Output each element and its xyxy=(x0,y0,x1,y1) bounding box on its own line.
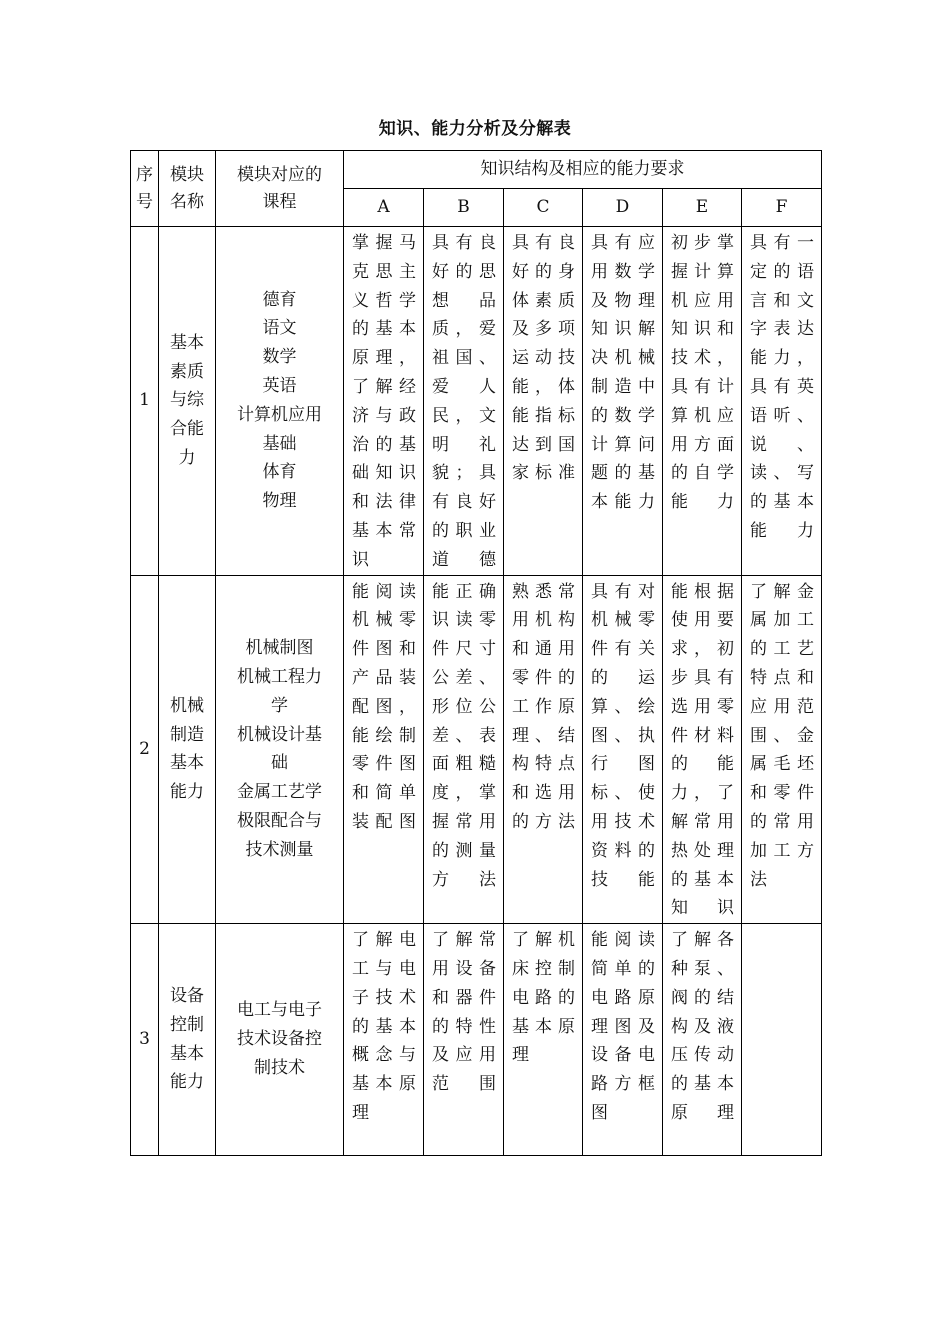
requirement-cell-f xyxy=(742,924,822,1156)
page-title: 知识、能力分析及分解表 xyxy=(378,119,572,139)
course-item: 物理 xyxy=(262,491,297,512)
row-courses xyxy=(216,924,344,1156)
requirement-cell-d: 具有对机械零件有关的运算、绘图、执行图标、使用技术资料的技能 xyxy=(583,575,663,924)
course-item: 机械工程力学 xyxy=(237,666,322,716)
column-header-b: B xyxy=(424,189,504,227)
course-item: 语文 xyxy=(262,318,297,339)
course-item: 基础 xyxy=(262,433,297,454)
course-item: 电工与电子技术设备控制技术 xyxy=(237,1000,322,1079)
table-row xyxy=(131,924,822,1156)
header-requirements: 知识结构及相应的能力要求 xyxy=(344,151,822,189)
requirement-cell-e: 能根据使用要求，初步具有选用零件材料的能力，了解常用热处理的基本知识 xyxy=(663,575,742,924)
row-module-name: 基本素质与综合能力 xyxy=(159,227,216,576)
row-seq: 1 xyxy=(131,227,159,576)
requirement-cell-f: 具有一定的语言和文字表达能力，具有英语听、说、读、写的基本能力 xyxy=(742,227,822,576)
row-seq: 3 xyxy=(131,924,159,1156)
header-module-name: 模块名称 xyxy=(159,151,216,227)
requirement-cell-a: 掌握马克思主义哲学的基本原理，了解经济与政治的基础知识和法律基本常识 xyxy=(344,227,424,576)
course-item: 德育 xyxy=(262,289,297,310)
row-courses xyxy=(216,227,344,576)
requirement-cell-a: 了解电工与电子技术的基本概念与基本原理 xyxy=(344,924,424,1156)
row-module-name: 机械制造基本能力 xyxy=(159,575,216,924)
course-item: 极限配合与技术测量 xyxy=(237,810,322,860)
header-courses: 模块对应的课程 xyxy=(216,151,344,227)
header-seq: 序号 xyxy=(131,151,159,227)
column-header-c: C xyxy=(504,189,583,227)
row-module-name: 设备控制基本能力 xyxy=(159,924,216,1156)
course-item: 机械制图 xyxy=(245,638,314,659)
requirement-cell-b: 了解常用设备和器件的特性及应用范围 xyxy=(424,924,504,1156)
requirement-cell-c: 了解机床控制电路的基本原理 xyxy=(504,924,583,1156)
course-item: 计算机应用 xyxy=(237,404,322,425)
requirement-cell-b: 能正确识读零件尺寸公差、形位公差、表面粗糙度，掌握常用的测量方法 xyxy=(424,575,504,924)
column-header-f: F xyxy=(742,189,822,227)
course-item: 机械设计基础 xyxy=(237,724,322,774)
course-item: 体育 xyxy=(262,462,297,483)
course-item: 英语 xyxy=(262,375,297,396)
requirement-cell-f: 了解金属加工的工艺特点和应用范围、金属毛坯和零件的常用加工方法 xyxy=(742,575,822,924)
analysis-table xyxy=(130,150,822,1156)
column-header-e: E xyxy=(663,189,742,227)
table-row xyxy=(131,227,822,576)
requirement-cell-e: 了解各种泵、阀的结构及液压传动的基本原理 xyxy=(663,924,742,1156)
table-row xyxy=(131,575,822,924)
requirement-cell-e: 初步掌握计算机应用知识和技术，具有计算机应用方面的自学能力 xyxy=(663,227,742,576)
course-item: 数学 xyxy=(262,347,297,368)
course-item: 金属工艺学 xyxy=(237,782,322,803)
requirement-cell-b: 具有良好的思想品质，爱祖国、爱人民，文明礼貌；具有良好的职业道德 xyxy=(424,227,504,576)
requirement-cell-d: 能阅读简单的电路原理图及设备电路方框图 xyxy=(583,924,663,1156)
row-seq: 2 xyxy=(131,575,159,924)
row-courses xyxy=(216,575,344,924)
requirement-cell-d: 具有应用数学及物理知识解决机械制造中的数学计算问题的基本能力 xyxy=(583,227,663,576)
requirement-cell-c: 熟悉常用机构和通用零件的工作原理、结构特点和选用的方法 xyxy=(504,575,583,924)
column-header-a: A xyxy=(344,189,424,227)
column-header-d: D xyxy=(583,189,663,227)
requirement-cell-c: 具有良好的身体素质及多项运动技能，体能指标达到国家标准 xyxy=(504,227,583,576)
requirement-cell-a: 能阅读机械零件图和产品装配图，能绘制零件图和简单装配图 xyxy=(344,575,424,924)
